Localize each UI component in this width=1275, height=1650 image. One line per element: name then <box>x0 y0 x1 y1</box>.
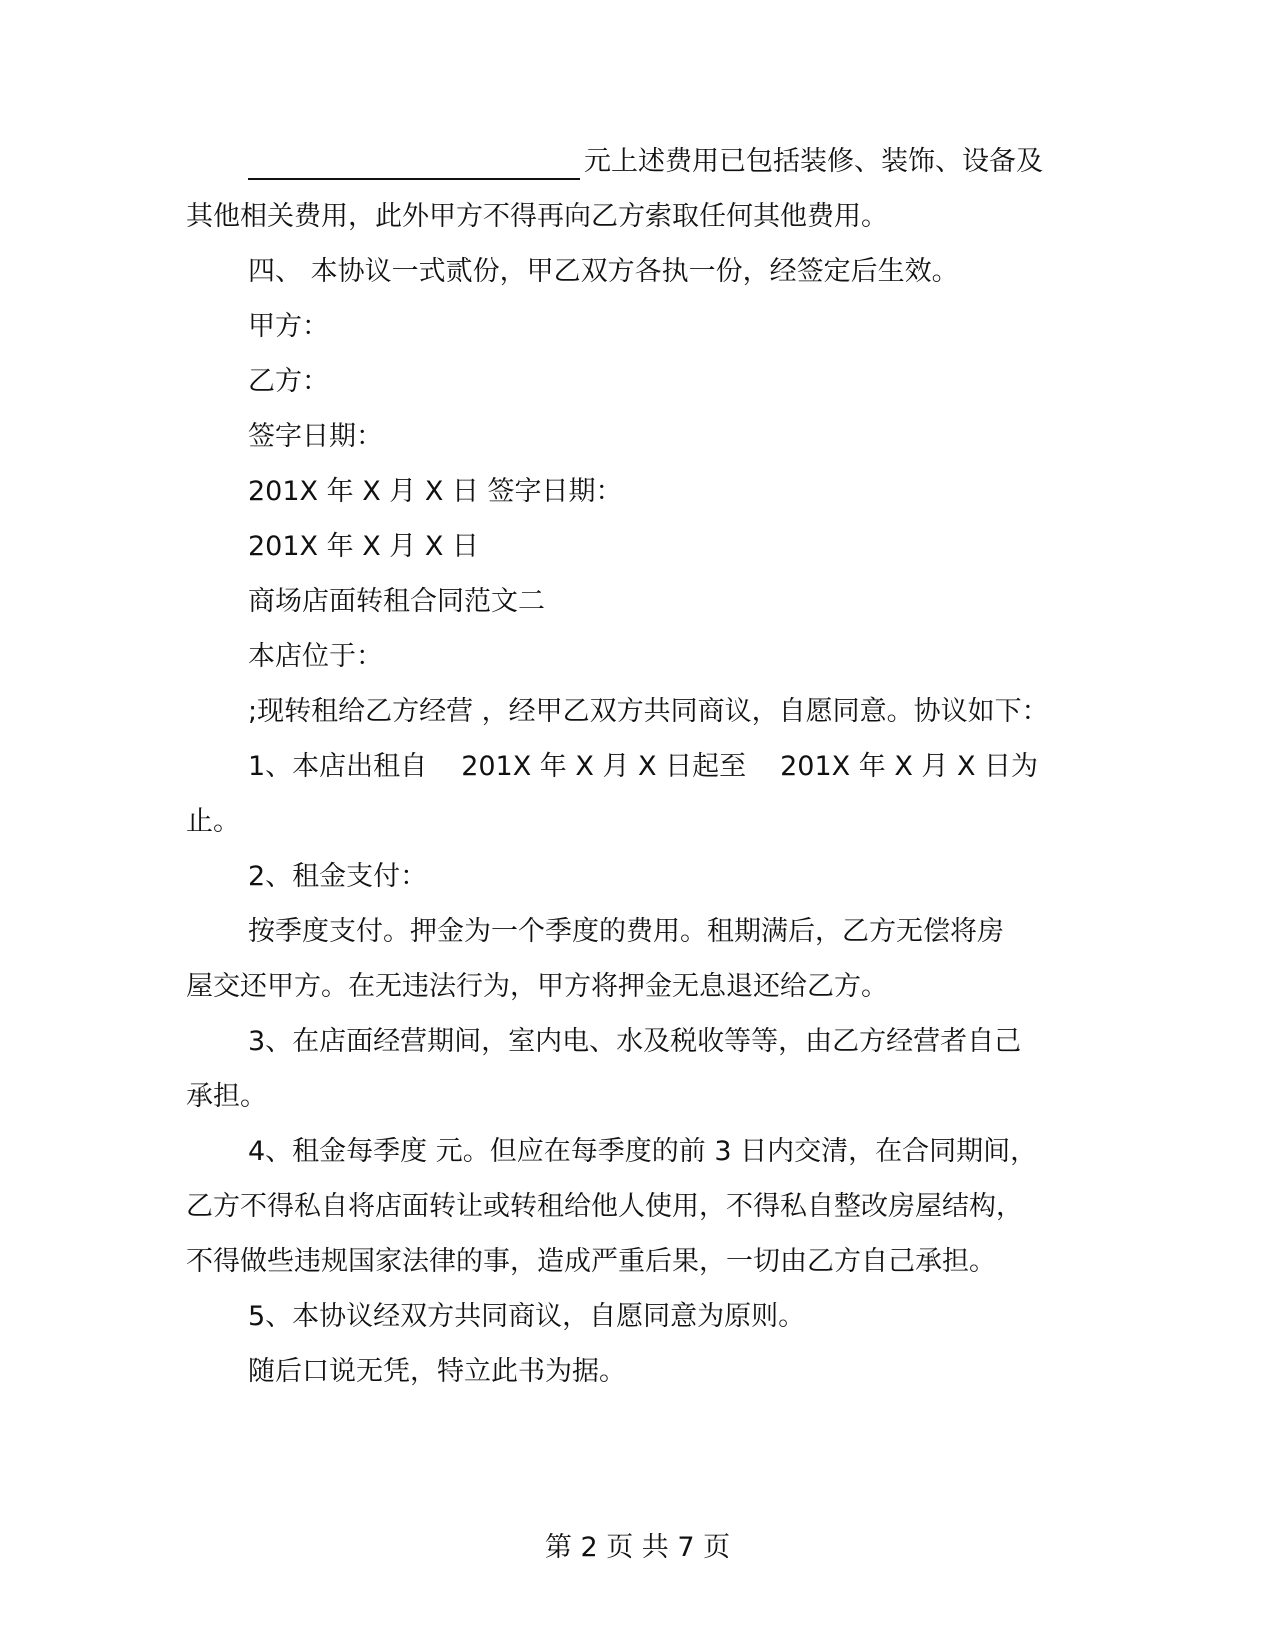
clause-two: 2、租金支付： <box>248 861 428 892</box>
sign-date-label: 签字日期： <box>248 421 383 452</box>
page-indicator: 第 2 页 共 7 页 <box>544 1532 731 1563</box>
clause-four-rent: 4、租金每季度 元。但应在每季度的前 3 日内交清，在合同期间， <box>248 1136 1038 1167</box>
fee-text: 元上述费用已包括装修、装饰、设备及 <box>584 146 1043 177</box>
clause-one-part-b: 201X 年 X 月 X 日起至 <box>461 751 747 782</box>
transfer-line: ;现转租给乙方经营 ，经甲乙双方共同商议，自愿同意。协议如下： <box>248 696 1049 727</box>
clause-four-rent-continued-1: 乙方不得私自将店面转让或转租给他人使用，不得私自整改房屋结构， <box>186 1191 1023 1222</box>
clause-one-part-a: 1、本店出租自 <box>248 751 428 782</box>
party-b-label: 乙方： <box>248 366 329 397</box>
clause-four-rent-continued-2: 不得做些违规国家法律的事，造成严重后果，一切由乙方自己承担。 <box>186 1246 996 1277</box>
section-title: 商场店面转租合同范文二 <box>248 586 545 617</box>
fee-line <box>248 144 1168 180</box>
closing-line: 随后口说无凭，特立此书为据。 <box>248 1356 626 1387</box>
clause-three: 3、在店面经营期间，室内电、水及税收等等，由乙方经营者自己 <box>248 1026 1022 1057</box>
clause-four: 四、 本协议一式贰份，甲乙双方各执一份，经签定后生效。 <box>248 256 959 287</box>
date-and-sign-line: 201X 年 X 月 X 日 签字日期： <box>248 476 623 507</box>
clause-two-text-continued: 屋交还甲方。在无违法行为，甲方将押金无息退还给乙方。 <box>186 971 888 1002</box>
clause-three-continued: 承担。 <box>186 1081 267 1112</box>
store-location-label: 本店位于： <box>248 641 383 672</box>
fee-line-continued: 其他相关费用，此外甲方不得再向乙方索取任何其他费用。 <box>186 201 888 232</box>
clause-one <box>248 749 1168 785</box>
date-line: 201X 年 X 月 X 日 <box>248 531 479 562</box>
clause-one-part-c: 201X 年 X 月 X 日为 <box>780 751 1039 782</box>
party-a-label: 甲方： <box>248 311 329 342</box>
clause-five: 5、本协议经双方共同商议，自愿同意为原则。 <box>248 1301 806 1332</box>
clause-one-continued: 止。 <box>186 806 240 837</box>
clause-two-text: 按季度支付。押金为一个季度的费用。租期满后，乙方无偿将房 <box>248 916 1004 947</box>
fill-in-blank <box>248 151 580 180</box>
